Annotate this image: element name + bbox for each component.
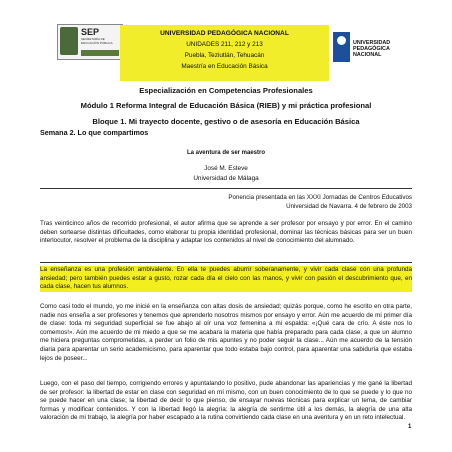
upn-logo-line3: NACIONAL xyxy=(353,52,382,58)
paragraph-body-1: Como casi todo el mundo, yo me inicié en la enseñanza con altas dosis de ansiedad; quizás porque, como he escrito en otra parte, nadie nos enseña a ser profesores y tenemos que aprenderlo nosotros mismos por ensayo y error. Aún me acuerdo de mi primer día de clase: toda mi seguridad superficial se fue abajo al oír una voz femenina a mi espalda: «¡Qué cara de crío. A éste nos lo comemos!». Aún me acuerdo de mi miedo a que se me acabara la materia que había preparado para cada clase, a que un alumno me hiciera preguntas comprometidas, a perder un folio de mis apuntes y no poder seguir la clase... Aún me acuerdo de la tensión diaria para aparentar un serio academicismo, para aparentar que todo estaba bajo control, para aparentar una sabiduría que estaba lejos de poseer... xyxy=(40,303,412,362)
upn-logo xyxy=(333,32,393,66)
banner-cities: Puebla, Teziutlán, Tehuacán xyxy=(184,52,265,59)
specialization-title: Especialización en Competencias Profesionales xyxy=(139,86,313,95)
article-author: José M. Esteve xyxy=(204,165,248,172)
divider-middle xyxy=(40,262,412,263)
banner-university: UNIVERSIDAD PEDAGÓGICA NACIONAL xyxy=(160,30,289,37)
presentation-line2: Universidad de Navarra. 4 de febrero de 2003 xyxy=(286,203,412,210)
institution-banner xyxy=(120,25,329,81)
paragraph-highlighted: La enseñanza es una profesión ambivalente. En ella te puedes aburrir soberanamente, y vivir cada clase con una profunda ansiedad; pero también puedes estar a gusto, rozar cada día el cielo con las manos, y vivir con pasión el descubrimiento que, en cada clase, hacen tus alumnos. xyxy=(40,266,412,291)
week-title: Semana 2. Lo que compartimos xyxy=(40,128,149,137)
article-university: Universidad de Málaga xyxy=(193,175,259,182)
article-title: La aventura de ser maestro xyxy=(186,150,266,156)
sep-logo-bar xyxy=(81,50,119,56)
upn-logo-line2: PEDAGÓGICA xyxy=(353,46,390,52)
paragraph-summary: Tras veinticinco años de recorrido profesional, el autor afirma que se aprende a ser profesor por ensayo y por error. En el camino deben sortearse distintas dificultades, como elaborar tu propia identidad profesional, dominar las técnicas básicas para ser un buen interlocutor, resolver el problema de la disciplina y adaptar los contenidos al nivel de conocimiento del alumnado. xyxy=(40,220,412,245)
module-title: Módulo 1 Reforma Integral de Educación Básica (RIEB) y mi práctica profesional xyxy=(80,101,372,110)
banner-units: UNIDADES 211, 212 y 213 xyxy=(186,41,263,48)
sep-logo xyxy=(57,24,123,60)
block-title: Bloque 1. Mi trayecto docente, gestivo o de asesoría en Educación Básica xyxy=(92,117,360,126)
sep-logo-subtext: SECRETARÍA DE EDUCACIÓN PÚBLICA xyxy=(81,37,113,45)
divider-top xyxy=(40,188,412,189)
upn-logo-text xyxy=(353,40,390,58)
upn-logo-line1: UNIVERSIDAD xyxy=(353,40,391,46)
sep-logo-text: SEP xyxy=(81,27,100,37)
presentation-line1: Ponencia presentada en las XXXI Jornadas de Centros Educativos xyxy=(228,194,412,201)
banner-program: Maestría en Educación Básica xyxy=(181,63,268,70)
page-number: 1 xyxy=(408,424,412,430)
upn-mark-icon xyxy=(333,32,350,62)
sep-seal-icon xyxy=(60,27,78,55)
paragraph-body-2: Luego, con el paso del tiempo, corrigiendo errores y apuntalando lo positivo, pude abandonar las apariencias y me gané la libertad de ser profesor: la libertad de estar en clase con seguridad en mí mismo, con un buen conocimiento de lo que se puede y lo que no se puede hacer en una clase; la libertad de decir lo que pienso, de ensayar nuevas técnicas para explicar un tema, de cambiar formas y modificar contenidos. Y con la libertad llegó la alegría: la alegría de sentirme útil a los demás, la alegría de una alta valoración de mi trabajo, la alegría por haber escapado a la rutina convirtiendo cada clase en una aventura y en un reto intelectual. xyxy=(40,380,412,422)
